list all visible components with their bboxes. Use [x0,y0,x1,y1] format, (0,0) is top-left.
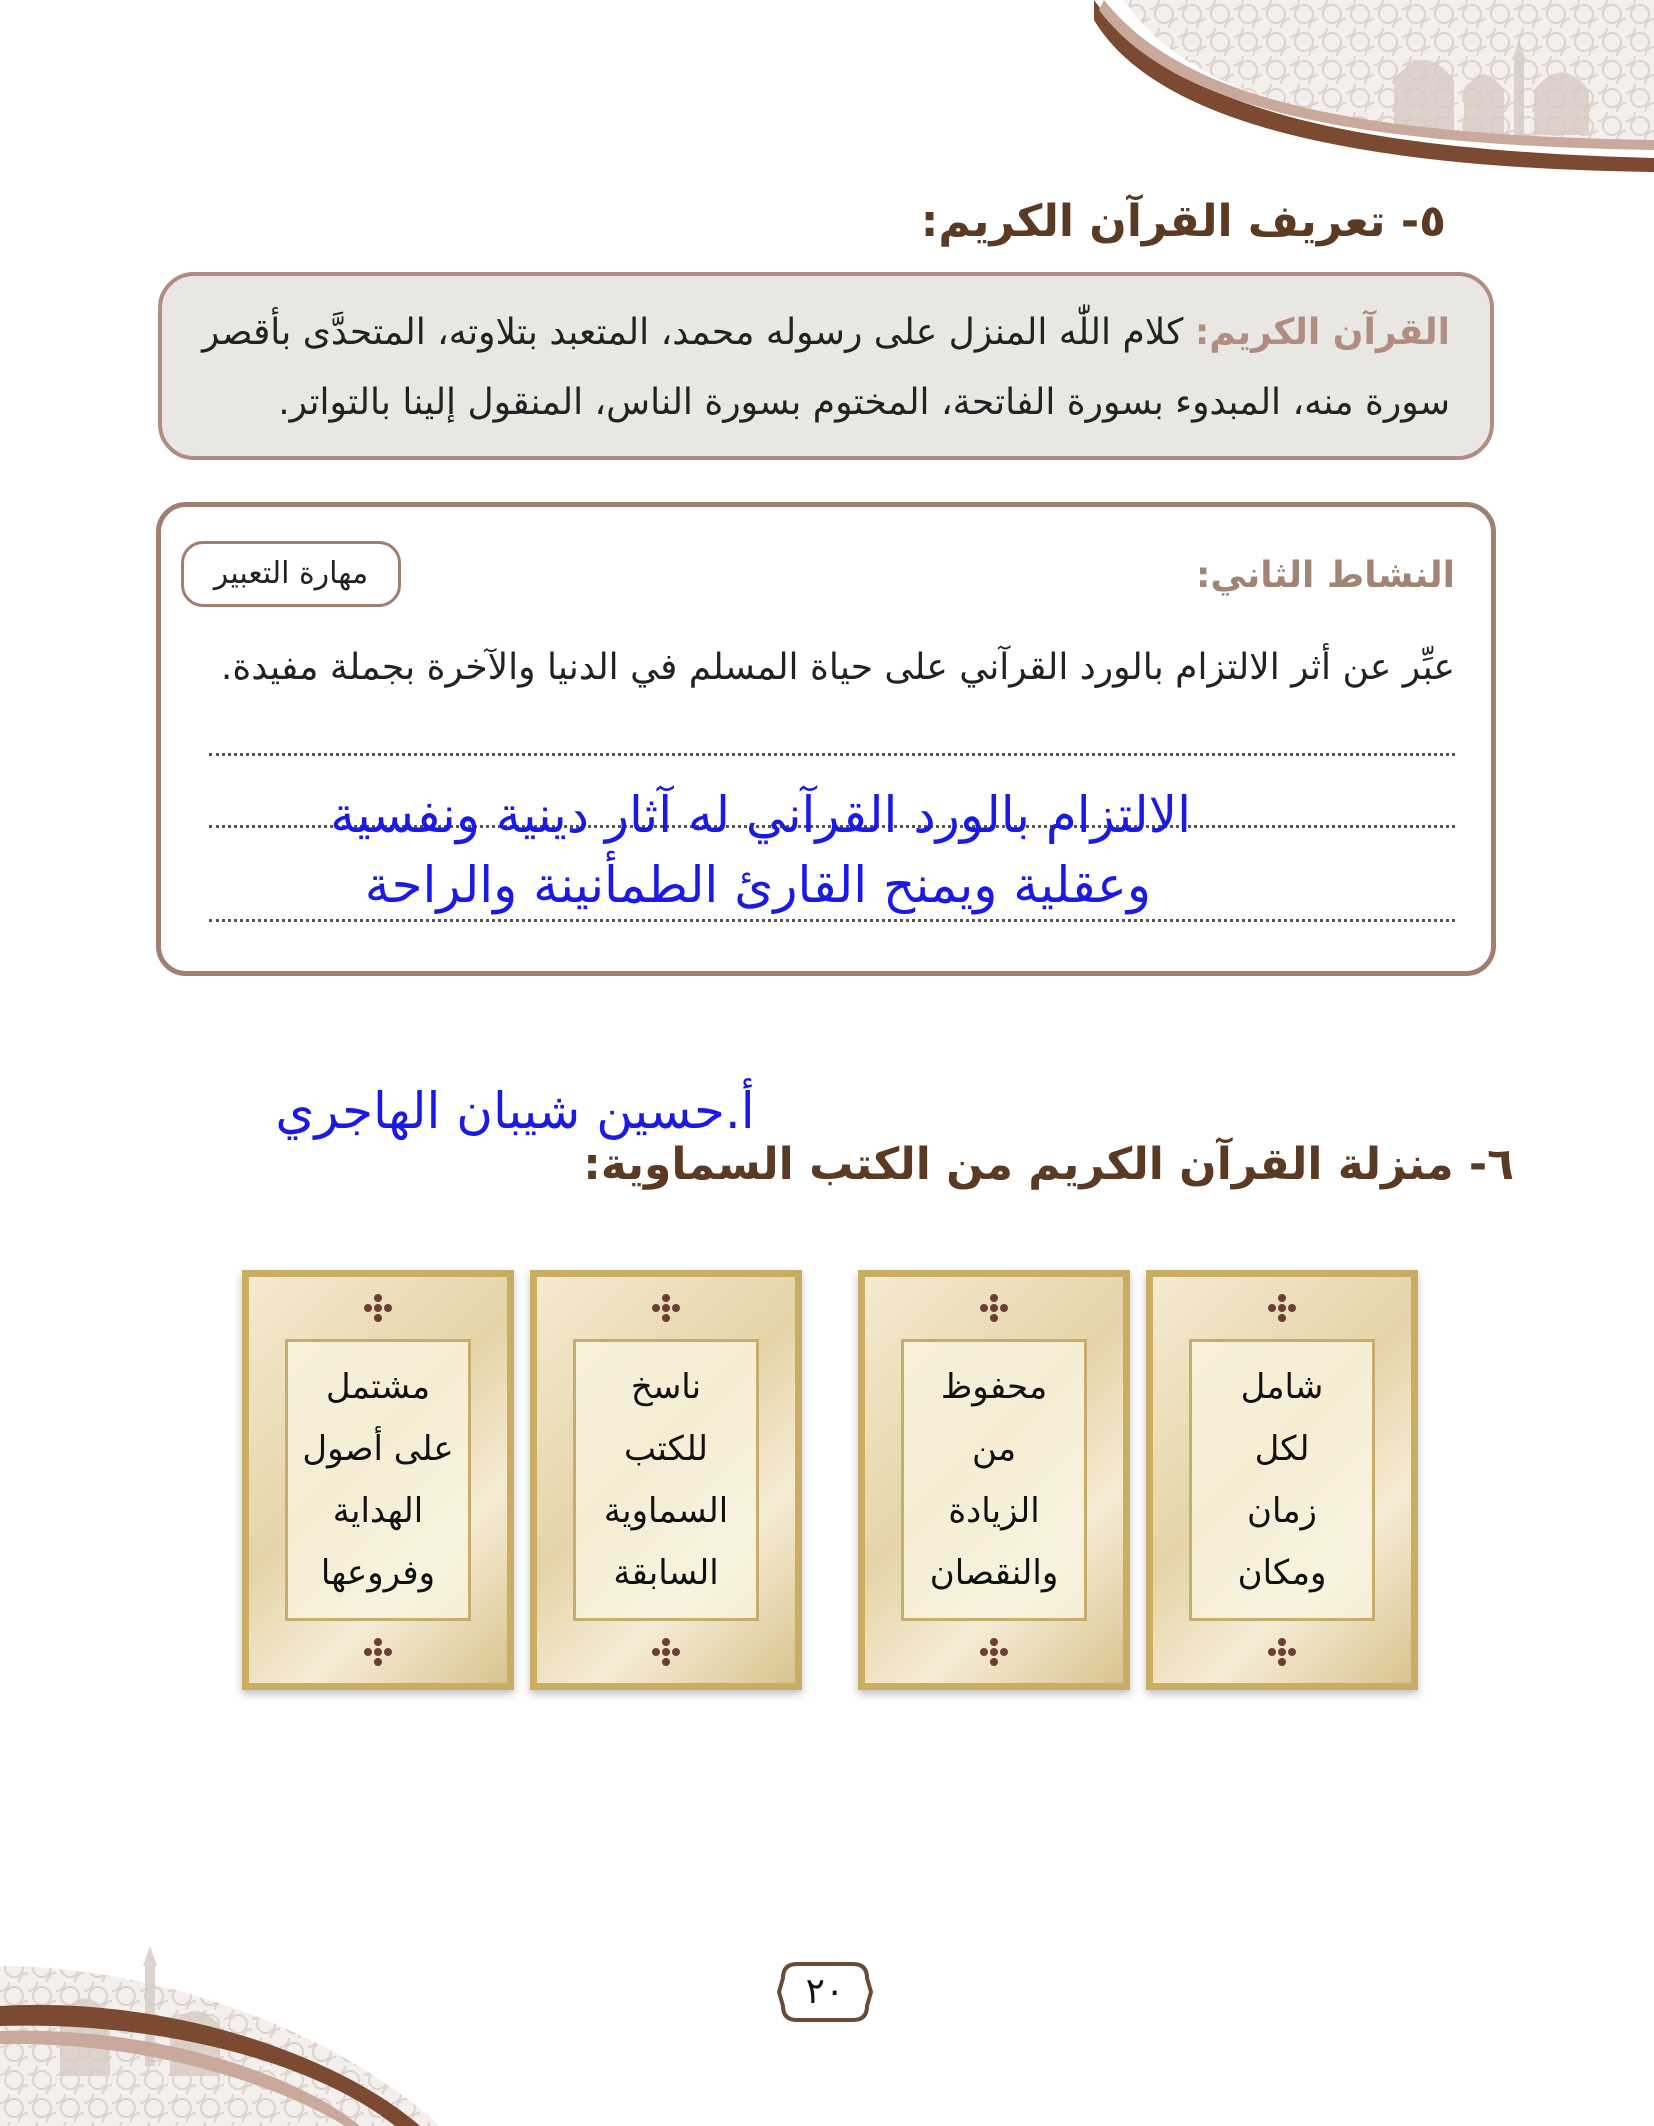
panel-text-line: الزيادة [948,1491,1040,1531]
book-panel [1146,1270,1418,1690]
book-panel [858,1270,1130,1690]
flower-ornament-icon [651,1637,681,1667]
flower-ornament-icon [979,1637,1009,1667]
author-name: أ.حسين شيبان الهاجري [275,1082,755,1140]
panel-text-line: ومكان [1237,1553,1327,1593]
answer-dotted-line [209,919,1455,922]
definition-text: كلام اللّٰه المنزل على رسوله محمد، المتعبد بتلاوته، المتحدَّى بأقصر سورة منه، المبدوء بسورة الفاتحة، المختوم بسورة الناس، المنقول إلينا بالتواتر. [202,312,1450,423]
panel-text-line: لكل [1254,1429,1310,1469]
activity-box [156,502,1496,976]
activity-prompt: عبِّر عن أثر الالتزام بالورد القرآني على حياة المسلم في الدنيا والآخرة بجملة مفيدة. [220,647,1455,688]
panel-text-line: على أصول [302,1429,454,1469]
panel-text-line: الهداية [332,1491,424,1531]
book-panel [242,1270,514,1690]
flower-ornament-icon [1267,1637,1297,1667]
book-panel-text [904,1342,1084,1618]
panel-text-line: السماوية [603,1491,729,1531]
answer-dotted-line [209,753,1455,756]
panel-text-line: زمان [1247,1491,1317,1531]
flower-ornament-icon [363,1637,393,1667]
panel-text-line: السابقة [613,1553,719,1593]
book-panel-inner [901,1339,1087,1621]
definition-box [158,272,1494,460]
book-panel-text [1192,1342,1372,1618]
flower-ornament-icon [979,1293,1009,1323]
activity-title: النشاط الثاني: [1195,555,1455,596]
book-panel-inner [1189,1339,1375,1621]
flower-ornament-icon [1267,1293,1297,1323]
book-panel-text [288,1342,468,1618]
section-5-heading: ٥- تعريف القرآن الكريم: [920,196,1446,247]
handwritten-answer-line-1: الالتزام بالورد القرآني له آثار دينية ونفسية [330,786,1191,844]
section-6-heading: ٦- منزلة القرآن الكريم من الكتب السماوية: [583,1139,1514,1190]
top-corner-decoration [1094,0,1654,200]
book-panel-text [576,1342,756,1618]
book-frame-right [858,1270,1418,1690]
bottom-corner-decoration [0,1926,450,2126]
panel-text-line: شامل [1240,1367,1324,1407]
book-panel-inner [573,1339,759,1621]
flower-ornament-icon [651,1293,681,1323]
definition-term: القرآن الكريم: [1194,312,1450,353]
book-panel [530,1270,802,1690]
panel-text-line: والنقصان [929,1553,1059,1593]
panel-text-line: مشتمل [325,1367,431,1407]
panel-text-line: للكتب [623,1429,709,1469]
flower-ornament-icon [363,1293,393,1323]
book-panel-inner [285,1339,471,1621]
handwritten-answer-line-2: وعقلية ويمنح القارئ الطمأنينة والراحة [364,856,1151,914]
page-number: ٢٠ [805,1971,845,2012]
book-frame-left [242,1270,802,1690]
panel-text-line: وفروعها [320,1553,436,1593]
panel-text-line: ناسخ [630,1367,702,1407]
skill-badge: مهارة التعبير [181,541,401,607]
panel-text-line: من [971,1429,1017,1469]
panel-text-line: محفوظ [940,1367,1048,1407]
